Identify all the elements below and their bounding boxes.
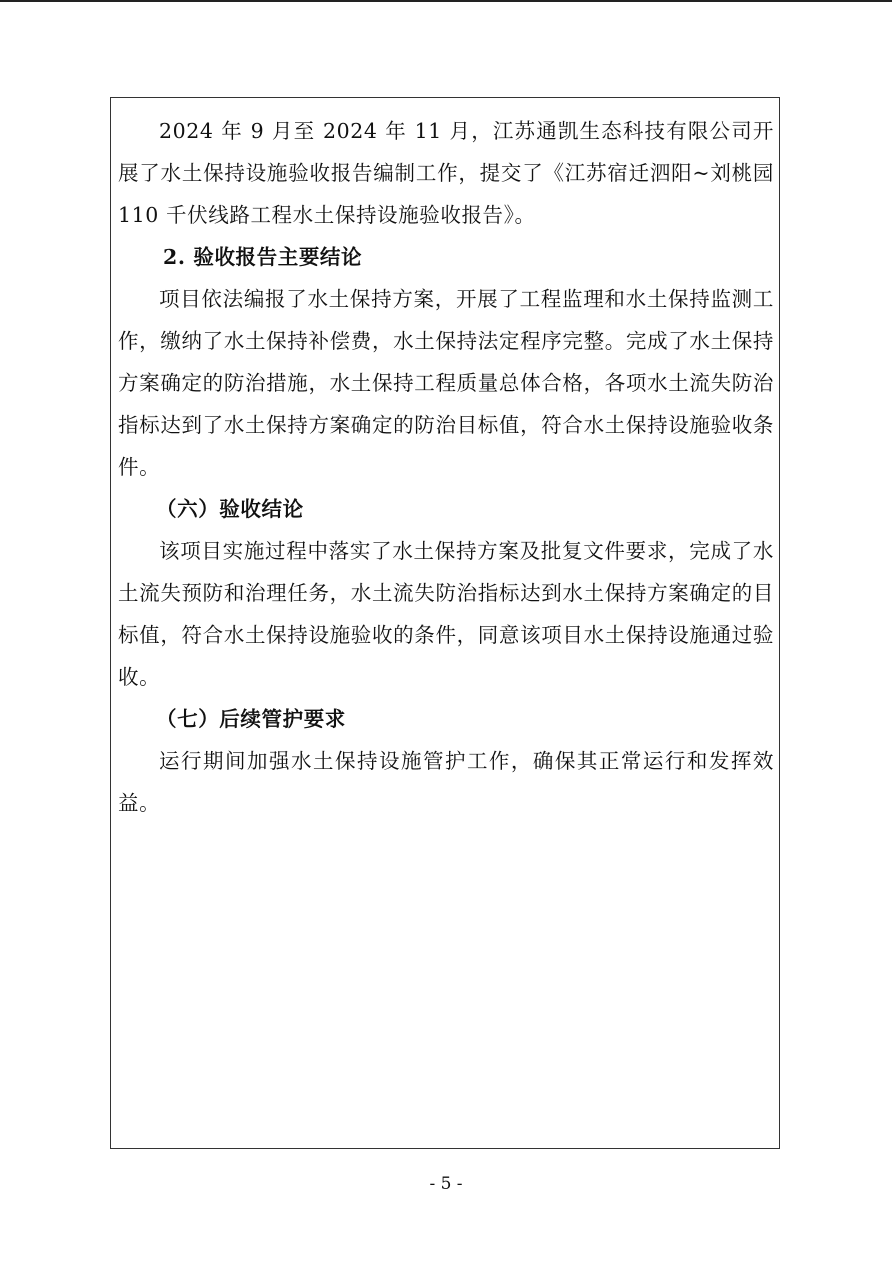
page-number: - 5 - <box>429 1174 463 1194</box>
document-body <box>118 110 774 824</box>
top-rule <box>0 0 892 2</box>
paragraph-followup-maintenance: 运行期间加强水土保持设施管护工作，确保其正常运行和发挥效益。 <box>118 749 774 815</box>
paragraph-acceptance-conclusion: 该项目实施过程中落实了水土保持方案及批复文件要求，完成了水土流失预防和治理任务，水土流失防治指标达到水土保持方案确定的目标值，符合水土保持设施验收的条件，同意该项目水土保持设施通过验收。 <box>118 539 774 689</box>
paragraph-report-conclusions: 项目依法编报了水土保持方案，开展了工程监理和水土保持监测工作，缴纳了水土保持补偿费，水土保持法定程序完整。完成了水土保持方案确定的防治措施，水土保持工程质量总体合格，各项水土流失防治指标达到了水土保持方案确定的防治目标值，符合水土保持设施验收条件。 <box>118 287 774 479</box>
heading-acceptance-conclusion: （六）验收结论 <box>156 497 304 521</box>
heading-followup-maintenance: （七）后续管护要求 <box>156 707 346 731</box>
heading-report-main-conclusions: 2. 验收报告主要结论 <box>163 245 363 269</box>
paragraph-report-submission: 2024 年 9 月至 2024 年 11 月，江苏通凯生态科技有限公司开展了水土保持设施验收报告编制工作，提交了《江苏宿迁泗阳~刘桃园 110 千伏线路工程水土保持设施验收报告》。 <box>118 119 774 227</box>
